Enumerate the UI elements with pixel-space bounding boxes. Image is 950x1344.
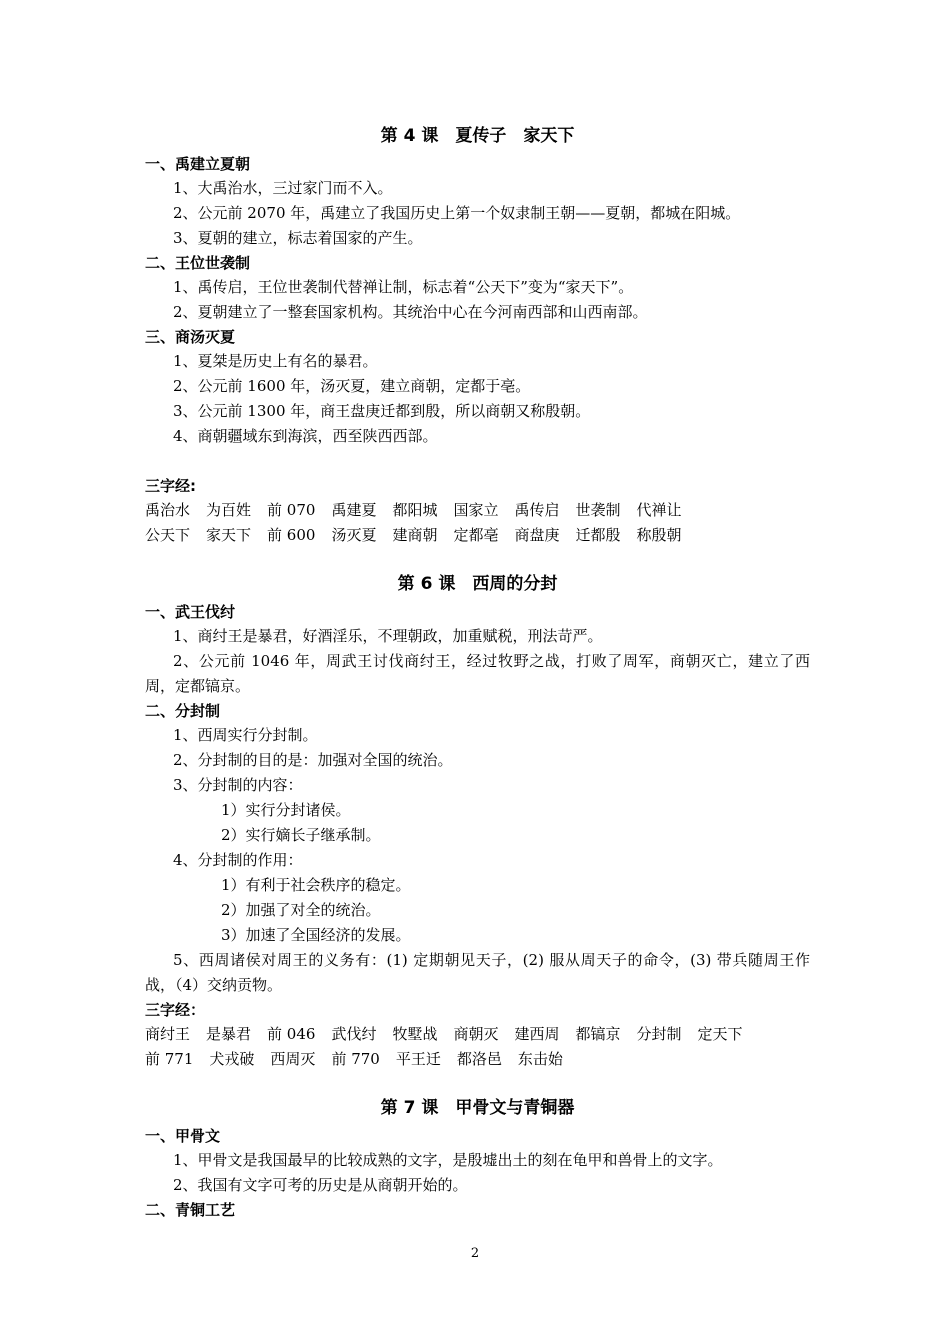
rhyme-phrase: 世袭制 (575, 501, 621, 519)
list-item: 5、西周诸侯对周王的义务有：(1) 定期朝见天子，(2) 服从周天子的命令，(3) 带兵随周王作战，（4）交纳贡物。 (145, 951, 810, 994)
rhyme-phrase: 国家立 (453, 501, 499, 519)
list-item: 3、夏朝的建立，标志着国家的产生。 (173, 229, 423, 247)
rhyme-phrase: 前 600 (267, 526, 316, 544)
rhyme-phrase: 商盘庚 (514, 526, 560, 544)
rhyme-label: 三字经: (145, 477, 196, 495)
spacer (145, 548, 810, 570)
list-item: 2、分封制的目的是：加强对全国的统治。 (173, 751, 453, 769)
rhyme-phrase: 禹传启 (514, 501, 560, 519)
sub-list-item: 1）有利于社会秩序的稳定。 (221, 876, 411, 894)
rhyme-phrase: 前 771 (145, 1050, 194, 1068)
rhyme-phrase: 分封制 (636, 1025, 682, 1043)
rhyme-phrase: 西周灭 (270, 1050, 316, 1068)
rhyme-line (145, 498, 810, 523)
document-body (145, 122, 810, 1222)
lesson-title: 第 4 课 夏传子 家天下 (380, 126, 575, 146)
list-item: 3、分封制的内容： (173, 776, 303, 794)
list-item: 2、公元前 1046 年，周武王讨伐商纣王，经过牧野之战，打败了周军，商朝灭亡，建立了西周，定都镐京。 (145, 652, 810, 695)
list-item: 2、公元前 2070 年，禹建立了我国历史上第一个奴隶制王朝——夏朝，都城在阳城。 (173, 204, 741, 222)
list-item: 1、甲骨文是我国最早的比较成熟的文字，是殷墟出土的刻在龟甲和兽骨上的文字。 (173, 1151, 723, 1169)
list-item: 1、商纣王是暴君，好酒淫乐，不理朝政，加重赋税，刑法苛严。 (173, 627, 603, 645)
list-item: 2、我国有文字可考的历史是从商朝开始的。 (173, 1176, 468, 1194)
rhyme-phrase: 定天下 (697, 1025, 743, 1043)
list-item: 2、公元前 1600 年，汤灭夏，建立商朝，定都于亳。 (173, 377, 531, 395)
lesson-title: 第 7 课 甲骨文与青铜器 (380, 1098, 575, 1118)
rhyme-phrase: 牧墅战 (392, 1025, 438, 1043)
rhyme-phrase: 定都亳 (453, 526, 499, 544)
rhyme-phrase: 是暴君 (206, 1025, 252, 1043)
rhyme-phrase: 商朝灭 (453, 1025, 499, 1043)
rhyme-phrase: 称殷朝 (636, 526, 682, 544)
rhyme-phrase: 平王迁 (395, 1050, 441, 1068)
list-item: 1、禹传启，王位世袭制代替禅让制，标志着“公天下”变为“家天下”。 (173, 278, 634, 296)
section-heading: 二、王位世袭制 (145, 254, 251, 272)
rhyme-phrase: 建西周 (514, 1025, 560, 1043)
section-heading: 二、分封制 (145, 702, 221, 720)
rhyme-phrase: 汤灭夏 (331, 526, 377, 544)
rhyme-phrase: 犬戎破 (209, 1050, 255, 1068)
sub-list-item: 2）实行嫡长子继承制。 (221, 826, 381, 844)
list-item: 4、商朝疆域东到海滨，西至陕西西部。 (173, 427, 438, 445)
sub-list-item: 2）加强了对全的统治。 (221, 901, 381, 919)
rhyme-line (145, 1022, 810, 1047)
list-item: 1、西周实行分封制。 (173, 726, 318, 744)
section-heading: 一、禹建立夏朝 (145, 155, 251, 173)
rhyme-phrase: 禹建夏 (331, 501, 377, 519)
rhyme-line (145, 523, 810, 548)
rhyme-phrase: 建商朝 (392, 526, 438, 544)
list-item: 2、夏朝建立了一整套国家机构。其统治中心在今河南西部和山西南部。 (173, 303, 648, 321)
rhyme-phrase: 前 770 (331, 1050, 380, 1068)
rhyme-phrase: 为百姓 (206, 501, 252, 519)
rhyme-label: 三字经： (145, 1001, 206, 1019)
rhyme-phrase: 前 046 (267, 1025, 316, 1043)
section-heading: 二、青铜工艺 (145, 1201, 236, 1219)
list-item: 1、夏桀是历史上有名的暴君。 (173, 352, 378, 370)
sub-list-item: 1）实行分封诸侯。 (221, 801, 351, 819)
spacer (145, 449, 810, 474)
rhyme-phrase: 代禅让 (636, 501, 682, 519)
page-number: 2 (470, 1246, 480, 1261)
section-heading: 一、武王伐纣 (145, 603, 236, 621)
sub-list-item: 3）加速了全国经济的发展。 (221, 926, 411, 944)
rhyme-phrase: 武伐纣 (331, 1025, 377, 1043)
rhyme-phrase: 禹治水 (145, 501, 191, 519)
rhyme-phrase: 公天下 (145, 526, 191, 544)
list-item: 1、大禹治水，三过家门而不入。 (173, 179, 393, 197)
list-item: 4、分封制的作用： (173, 851, 303, 869)
rhyme-phrase: 都镐京 (575, 1025, 621, 1043)
rhyme-phrase: 商纣王 (145, 1025, 191, 1043)
section-heading: 一、甲骨文 (145, 1127, 221, 1145)
section-heading: 三、商汤灭夏 (145, 328, 236, 346)
rhyme-phrase: 前 070 (267, 501, 316, 519)
list-item: 3、公元前 1300 年，商王盘庚迁都到殷，所以商朝又称殷朝。 (173, 402, 591, 420)
rhyme-phrase: 家天下 (206, 526, 252, 544)
rhyme-phrase: 迁都殷 (575, 526, 621, 544)
rhyme-phrase: 东击始 (517, 1050, 563, 1068)
spacer (145, 1072, 810, 1094)
rhyme-phrase: 都洛邑 (456, 1050, 502, 1068)
rhyme-line (145, 1047, 810, 1072)
rhyme-phrase: 都阳城 (392, 501, 438, 519)
lesson-title: 第 6 课 西周的分封 (397, 574, 558, 594)
